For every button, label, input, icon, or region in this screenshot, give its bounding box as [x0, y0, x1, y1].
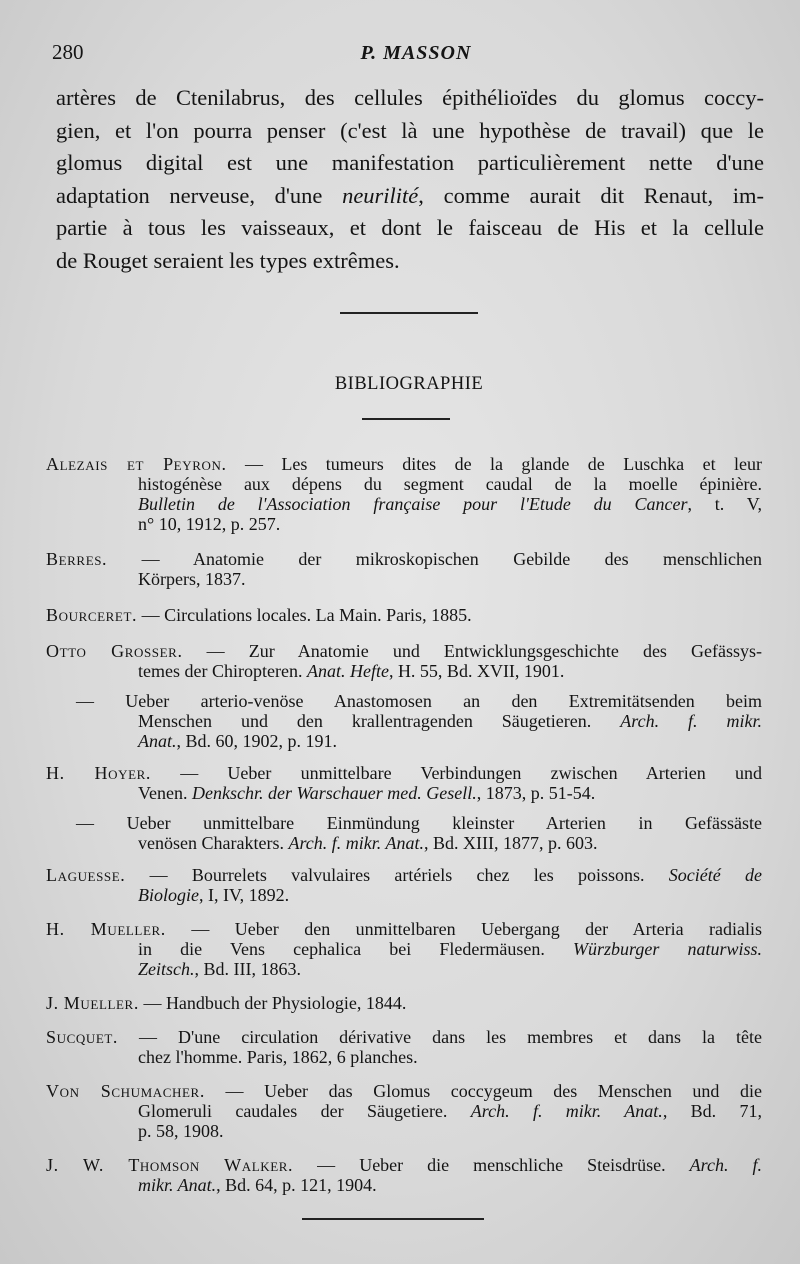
bib-text: — Zur Anatomie und Entwicklungsgeschichte des Gefässys-	[182, 641, 762, 661]
bib-entry	[46, 1081, 762, 1141]
bib-journal: Société de	[668, 865, 762, 885]
bib-text: — Bourrelets valvulaires artériels chez les poissons.	[125, 865, 645, 885]
bib-line	[46, 454, 762, 474]
bib-line	[46, 993, 762, 1013]
bib-entry	[46, 549, 762, 589]
bib-line: chez l'homme. Paris, 1862, 6 planches.	[138, 1047, 418, 1067]
bib-entry	[46, 1027, 762, 1067]
bib-text: Glomeruli caudales der Säugetiere.	[138, 1101, 448, 1121]
page-header	[52, 40, 760, 70]
body-line: de Rouget seraient les types extrêmes.	[56, 247, 400, 273]
bibliography-list	[46, 454, 762, 1195]
bib-text: — Anatomie der mikroskopischen Gebilde des menschlichen	[107, 549, 762, 569]
bib-author: Laguesse.	[46, 865, 126, 885]
bib-line	[46, 939, 762, 959]
bib-entry	[46, 641, 762, 681]
heading-underline	[362, 418, 450, 420]
bib-text: — Handbuch der Physiologie, 1844.	[138, 993, 407, 1013]
bib-text: , Bd. 60, 1902, p. 191.	[176, 731, 338, 751]
bib-author: J. W. Thomson Walker.	[46, 1155, 294, 1175]
bib-line: histogénèse aux dépens du segment caudal de la moelle épinière.	[138, 474, 762, 494]
bib-line	[46, 959, 762, 979]
bibliography-heading: BIBLIOGRAPHIE	[334, 374, 484, 394]
body-line: artères de Ctenilabrus, des cellules épithélioïdes du glomus coccy-	[56, 85, 764, 110]
bib-text: , 1873, p. 51-54.	[476, 783, 596, 803]
body-text-span: , comme aurait dit Renaut, im-	[418, 182, 764, 208]
bib-journal: Biologie	[138, 885, 199, 905]
bib-line	[46, 1081, 762, 1101]
bib-text: , Bd. 71,	[662, 1101, 763, 1121]
bib-author: Berres.	[46, 549, 108, 569]
bib-line: n° 10, 1912, p. 257.	[138, 514, 281, 534]
bib-line	[46, 1155, 762, 1175]
body-line: gien, et l'on pourra penser (c'est là une hypothèse de travail) que le	[56, 117, 764, 143]
bib-line	[46, 1027, 762, 1047]
bib-text: — Circulations locales. La Main. Paris, 1885.	[137, 605, 472, 625]
body-italic-term: neurilité	[342, 182, 419, 208]
bib-text: — D'une circulation dérivative dans les membres et dans la tête	[118, 1027, 762, 1047]
bib-line	[46, 919, 762, 939]
bib-line	[46, 641, 762, 661]
bib-entry	[46, 993, 762, 1013]
body-text-span: adaptation nerveuse, d'une	[56, 182, 323, 208]
bib-author: Bourceret.	[46, 605, 138, 625]
bib-text: Venen.	[138, 783, 188, 803]
bib-line	[46, 1175, 762, 1195]
bib-author: J. Mueller.	[46, 993, 139, 1013]
page-number: 280	[52, 40, 84, 64]
bib-line	[46, 783, 762, 803]
bib-journal: Anat.	[138, 731, 177, 751]
bib-author: Alezais et Peyron.	[46, 454, 227, 474]
bib-author: Sucquet.	[46, 1027, 119, 1047]
bib-text: temes der Chiropteren.	[138, 661, 303, 681]
bib-line	[46, 833, 762, 853]
bib-journal: Anat. Hefte	[306, 661, 389, 681]
bib-text: — Ueber unmittelbare Verbindungen zwischen Arterien und	[151, 763, 762, 783]
running-head: P. MASSON	[360, 42, 472, 64]
bib-line: p. 58, 1908.	[138, 1121, 224, 1141]
bib-text: venösen Charakters.	[138, 833, 284, 853]
bib-entry	[46, 813, 762, 853]
bib-entry	[46, 763, 762, 803]
body-line	[56, 180, 764, 213]
bib-line	[46, 605, 762, 625]
bib-line	[46, 731, 762, 751]
bib-line	[46, 885, 762, 905]
body-line: glomus digital est une manifestation particulièrement nette d'une	[56, 150, 764, 175]
bib-text: , I, IV, 1892.	[199, 885, 290, 905]
bib-journal: Würzburger naturwiss.	[573, 939, 763, 959]
bib-text: — Ueber den unmittelbaren Uebergang der Arteria radialis	[165, 919, 762, 939]
bib-entry	[46, 919, 762, 979]
bib-line	[46, 549, 762, 569]
bib-line	[46, 711, 762, 731]
bib-line	[46, 1101, 762, 1121]
bib-line: Körpers, 1837.	[138, 569, 246, 589]
bib-text: , Bd. III, 1863.	[194, 959, 301, 979]
bib-journal: Arch. f. mikr. Anat.	[470, 1101, 663, 1121]
bib-entry	[46, 605, 762, 625]
bib-journal: Arch. f. mikr.	[620, 711, 763, 731]
bib-author: Otto Grosser.	[46, 641, 183, 661]
section-divider	[340, 312, 478, 314]
bib-journal: mikr. Anat.	[138, 1175, 217, 1195]
bib-text: , Bd. XIII, 1877, p. 603.	[423, 833, 598, 853]
bib-line	[46, 494, 762, 514]
bib-journal: Denkschr. der Warschauer med. Gesell.	[191, 783, 477, 803]
bib-entry	[46, 454, 762, 534]
bib-text: , H. 55, Bd. XVII, 1901.	[388, 661, 565, 681]
end-divider	[302, 1218, 484, 1220]
bib-line: — Ueber arterio-venöse Anastomosen an den Extremitätsenden beim	[76, 691, 762, 711]
bib-entry	[46, 691, 762, 751]
bib-author: H. Mueller.	[46, 919, 166, 939]
bib-line	[46, 763, 762, 783]
bib-text: , t. V,	[687, 494, 762, 514]
bib-journal: Arch. f.	[689, 1155, 763, 1175]
bib-text: — Ueber die menschliche Steisdrüse.	[293, 1155, 666, 1175]
body-line: partie à tous les vaisseaux, et dont le faisceau de His et la cellule	[56, 215, 764, 240]
bib-author: H. Hoyer.	[46, 763, 151, 783]
bib-journal: Bulletin de l'Association française pour l'Etude du Cancer	[138, 494, 688, 514]
bib-author: Von Schumacher.	[46, 1081, 205, 1101]
bib-line	[46, 661, 762, 681]
body-paragraph	[56, 82, 764, 277]
bib-entry	[46, 865, 762, 905]
bib-text: in die Vens cephalica bei Fledermäusen.	[138, 939, 545, 959]
bib-text: Menschen und den krallentragenden Säugetieren.	[138, 711, 592, 731]
bib-line	[46, 865, 762, 885]
bib-journal: Zeitsch.	[138, 959, 195, 979]
bib-text: , Bd. 64, p. 121, 1904.	[216, 1175, 377, 1195]
bib-text: — Ueber das Glomus coccygeum des Menschen und die	[204, 1081, 762, 1101]
bib-journal: Arch. f. mikr. Anat.	[288, 833, 424, 853]
bib-text: — Les tumeurs dites de la glande de Luschka et leur	[226, 454, 762, 474]
bib-line: — Ueber unmittelbare Einmündung kleinster Arterien in Gefässäste	[76, 813, 762, 833]
bib-entry	[46, 1155, 762, 1195]
